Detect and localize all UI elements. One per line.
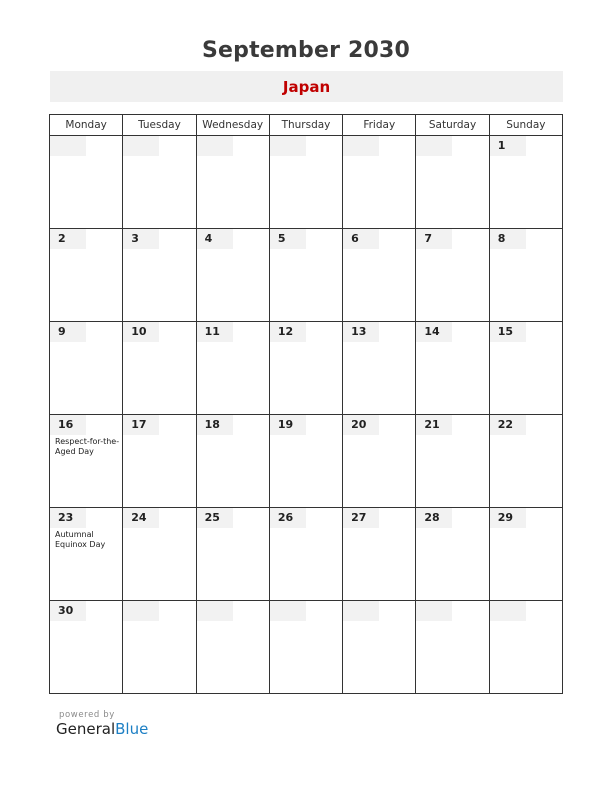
day-cell <box>50 322 123 415</box>
day-cell <box>489 322 562 415</box>
day-cell <box>489 415 562 508</box>
powered-by-text: powered by <box>59 710 115 720</box>
brand-general-text: General <box>56 720 116 738</box>
day-number: 16 <box>58 418 74 431</box>
day-number: 21 <box>424 418 440 431</box>
day-number-box <box>123 415 159 435</box>
week-row <box>50 508 563 601</box>
day-number: 11 <box>204 325 220 338</box>
day-cell <box>416 601 489 694</box>
day-number: 7 <box>424 232 433 245</box>
day-number-box <box>416 415 452 435</box>
day-cell <box>416 229 489 322</box>
day-number: 27 <box>351 511 367 524</box>
day-number: 26 <box>277 511 294 524</box>
day-cell <box>269 229 342 322</box>
day-number: 30 <box>58 604 74 617</box>
day-number-box <box>197 229 233 249</box>
day-cell <box>416 508 489 601</box>
day-cell <box>269 601 342 694</box>
day-cell <box>50 229 123 322</box>
day-number: 13 <box>351 325 367 338</box>
day-number-box <box>50 601 86 621</box>
day-number: 8 <box>497 232 506 245</box>
day-number-box <box>197 415 233 435</box>
day-cell <box>123 136 196 229</box>
day-number: 24 <box>131 511 147 524</box>
day-cell <box>343 601 416 694</box>
day-cell <box>416 415 489 508</box>
day-number-box <box>123 601 159 621</box>
day-number-box <box>416 508 452 528</box>
day-cell <box>123 229 196 322</box>
day-cell <box>50 136 123 229</box>
holiday-label: Respect-for-the-Aged Day <box>55 437 120 456</box>
weekday-header: Sunday <box>489 115 562 136</box>
day-number-box <box>490 322 526 342</box>
day-number-box <box>343 601 379 621</box>
day-number-box <box>50 508 86 528</box>
day-number-box <box>50 229 86 249</box>
weekday-header: Monday <box>50 115 123 136</box>
day-number: 5 <box>277 232 286 245</box>
day-number: 23 <box>58 511 74 524</box>
day-number-box <box>197 601 233 621</box>
day-number: 15 <box>497 325 513 338</box>
day-number: 18 <box>204 418 220 431</box>
day-cell <box>196 322 269 415</box>
day-number-box <box>343 229 379 249</box>
day-cell <box>416 322 489 415</box>
day-number-box <box>490 229 526 249</box>
brand-logo <box>56 720 148 738</box>
day-number-box <box>490 136 526 156</box>
day-number-box <box>270 322 306 342</box>
day-cell <box>196 415 269 508</box>
day-number-box <box>343 322 379 342</box>
day-number: 6 <box>351 232 359 245</box>
country-banner <box>50 71 563 102</box>
day-number-box <box>197 136 233 156</box>
week-row <box>50 601 563 694</box>
day-number: 17 <box>131 418 147 431</box>
day-number-box <box>416 136 452 156</box>
day-cell <box>489 508 562 601</box>
day-cell <box>196 229 269 322</box>
day-cell <box>123 508 196 601</box>
day-cell <box>269 415 342 508</box>
weekday-header-row <box>50 115 563 136</box>
day-cell <box>343 136 416 229</box>
country-name: Japan <box>282 78 331 96</box>
day-number: 10 <box>131 325 147 338</box>
day-number-box <box>50 415 86 435</box>
day-number-box <box>123 136 159 156</box>
day-cell <box>196 508 269 601</box>
day-number-box <box>416 229 452 249</box>
day-number-box <box>270 136 306 156</box>
weekday-header: Friday <box>343 115 416 136</box>
week-row <box>50 415 563 508</box>
weekday-header: Tuesday <box>123 115 196 136</box>
week-row <box>50 229 563 322</box>
day-number: 4 <box>204 232 213 245</box>
day-cell <box>123 415 196 508</box>
day-number-box <box>343 136 379 156</box>
weekday-header: Saturday <box>416 115 489 136</box>
day-number-box <box>50 136 86 156</box>
day-number: 12 <box>277 325 294 338</box>
day-number: 1 <box>497 139 506 152</box>
day-number: 14 <box>424 325 440 338</box>
footer-brand <box>56 710 148 738</box>
day-number: 19 <box>277 418 294 431</box>
day-number-box <box>490 601 526 621</box>
day-number-box <box>416 601 452 621</box>
day-cell <box>50 415 123 508</box>
day-number-box <box>123 229 159 249</box>
day-number-box <box>490 415 526 435</box>
day-number-box <box>197 322 233 342</box>
calendar-title: September 2030 <box>201 38 411 63</box>
day-number-box <box>197 508 233 528</box>
weekday-header: Wednesday <box>196 115 269 136</box>
day-number: 29 <box>497 511 513 524</box>
day-cell <box>269 136 342 229</box>
calendar-weeks <box>50 136 563 694</box>
day-number-box <box>416 322 452 342</box>
day-cell <box>343 508 416 601</box>
day-number-box <box>50 322 86 342</box>
week-row <box>50 322 563 415</box>
day-cell <box>50 601 123 694</box>
day-number-box <box>123 322 159 342</box>
holiday-label: Autumnal Equinox Day <box>55 530 106 549</box>
day-number-box <box>343 415 379 435</box>
week-row <box>50 136 563 229</box>
day-number: 22 <box>497 418 513 431</box>
day-number: 25 <box>204 511 220 524</box>
day-number: 2 <box>58 232 66 245</box>
day-number-box <box>123 508 159 528</box>
day-cell <box>269 508 342 601</box>
day-number-box <box>270 601 306 621</box>
day-cell <box>489 601 562 694</box>
day-cell <box>269 322 342 415</box>
day-cell <box>196 601 269 694</box>
day-number-box <box>270 415 306 435</box>
day-cell <box>123 601 196 694</box>
day-cell <box>343 322 416 415</box>
day-cell <box>50 508 123 601</box>
day-number: 3 <box>131 232 139 245</box>
day-number-box <box>343 508 379 528</box>
day-number-box <box>270 508 306 528</box>
day-cell <box>489 136 562 229</box>
brand-blue-text: Blue <box>115 720 149 738</box>
day-number-box <box>270 229 306 249</box>
calendar-grid <box>49 114 563 694</box>
day-cell <box>343 229 416 322</box>
day-number: 20 <box>351 418 367 431</box>
day-number: 9 <box>58 325 66 338</box>
day-cell <box>489 229 562 322</box>
day-cell <box>196 136 269 229</box>
day-cell <box>416 136 489 229</box>
day-cell <box>343 415 416 508</box>
day-number: 28 <box>424 511 440 524</box>
weekday-header: Thursday <box>269 115 342 136</box>
day-number-box <box>490 508 526 528</box>
day-cell <box>123 322 196 415</box>
